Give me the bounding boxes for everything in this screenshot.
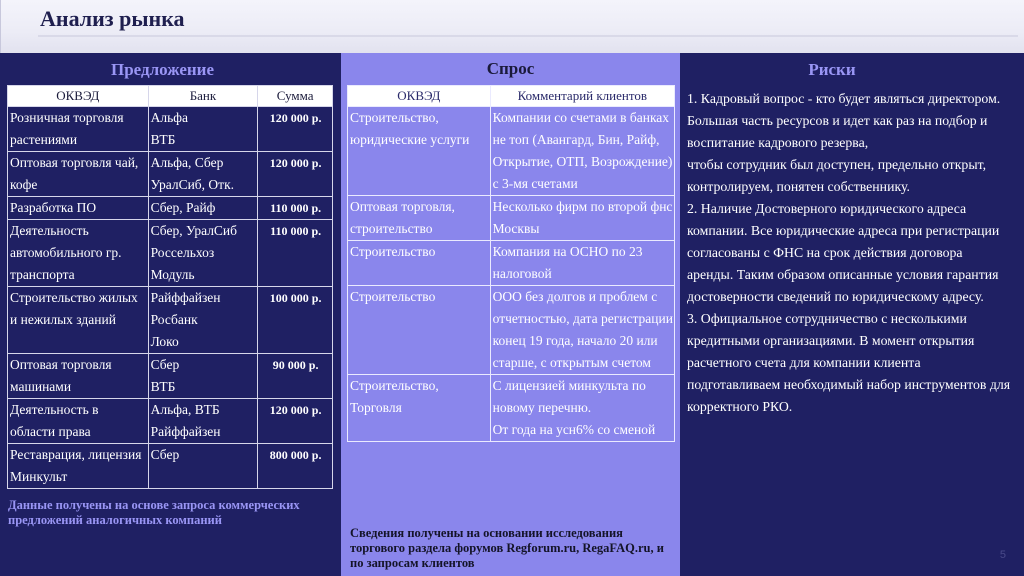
risk-paragraph: чтобы сотрудник был доступен, предельно открыт, контролируем, понятен собственнику. <box>687 157 987 194</box>
demand-comment-cell: Компания на ОСНО по 23 налоговой <box>490 241 674 286</box>
column-header-comment: Комментарий клиентов <box>490 86 674 107</box>
supply-source-note: Данные получены на основе запроса коммерческих предложений аналогичных компаний <box>8 498 300 527</box>
supply-sum-cell: 100 000 р. <box>258 287 333 354</box>
supply-okved-cell: Деятельность в области права <box>8 399 149 444</box>
supply-okved-cell: Оптовая торговля чай, кофе <box>8 152 149 197</box>
supply-okved-cell: Деятельность автомобильного гр. транспорта <box>8 220 149 287</box>
supply-sum-cell: 120 000 р. <box>258 107 333 152</box>
demand-okved-cell: Строительство, Торговля <box>348 375 491 442</box>
supply-bank-cell: Сбер ВТБ <box>148 354 258 399</box>
risk-paragraph: 1. Кадровый вопрос - кто будет являться директором. Большая часть ресурсов и идет как раз на подбор и воспитание кадрового резерва, <box>687 91 1001 150</box>
demand-comment-cell: Несколько фирм по второй фнс Москвы <box>490 196 674 241</box>
demand-okved-cell: Оптовая торговля, строительство <box>348 196 491 241</box>
supply-okved-cell: Оптовая торговля машинами <box>8 354 149 399</box>
supply-sum-cell: 120 000 р. <box>258 399 333 444</box>
table-row <box>348 241 675 286</box>
risk-paragraph: 2. Наличие Достоверного юридического адреса компании. Все юридические адреса при регистрации согласованы с ФНС на срок действия договора аренды. Таким образом описанные условия гарантия достоверности сведений по юридическому адресу. <box>687 201 1000 304</box>
demand-table <box>347 85 675 442</box>
supply-okved-cell: Реставрация, лицензия Минкульт <box>8 444 149 489</box>
supply-bank-cell: Альфа, ВТБ Райффайзен <box>148 399 258 444</box>
column-header-sum: Сумма <box>258 86 333 107</box>
page-number: 5 <box>999 549 1006 561</box>
demand-comment-cell: ООО без долгов и проблем с отчетностью, дата регистрации конец 19 года, начало 20 или старше, с открытым счетом <box>490 286 674 375</box>
table-row <box>348 375 675 442</box>
demand-comment-cell: С лицензией минкульта по новому перечню. От года на усн6% со сменой <box>490 375 674 442</box>
supply-sum-cell: 90 000 р. <box>258 354 333 399</box>
supply-bank-cell: Сбер, УралСиб Россельхоз Модуль <box>148 220 258 287</box>
supply-table-header <box>8 86 333 107</box>
demand-table-header <box>348 86 675 107</box>
risks-heading: Риски <box>808 60 856 79</box>
slide-header <box>0 0 1024 53</box>
supply-bank-cell: Сбер <box>148 444 258 489</box>
risks-text <box>687 88 1012 418</box>
column-header-okved: ОКВЭД <box>8 86 149 107</box>
table-row <box>8 287 333 354</box>
column-header-okved: ОКВЭД <box>348 86 491 107</box>
table-row <box>348 286 675 375</box>
supply-sum-cell: 110 000 р. <box>258 220 333 287</box>
page-title: Анализ рынка <box>40 6 185 31</box>
demand-okved-cell: Строительство <box>348 241 491 286</box>
supply-bank-cell: Сбер, Райф <box>148 197 258 220</box>
supply-sum-cell: 120 000 р. <box>258 152 333 197</box>
table-row <box>8 399 333 444</box>
supply-bank-cell: Альфа, Сбер УралСиб, Отк. <box>148 152 258 197</box>
supply-heading: Предложение <box>111 60 214 79</box>
risks-panel <box>680 53 1024 576</box>
table-row <box>8 444 333 489</box>
supply-table <box>7 85 333 489</box>
table-row <box>8 152 333 197</box>
supply-sum-cell: 800 000 р. <box>258 444 333 489</box>
supply-okved-cell: Розничная торговля растениями <box>8 107 149 152</box>
supply-bank-cell: Райффайзен Росбанк Локо <box>148 287 258 354</box>
table-row <box>8 220 333 287</box>
demand-source-note: Сведения получены на основании исследования торгового раздела форумов Regforum.ru, RegaFAQ.ru, и по запросам клиентов <box>350 526 664 570</box>
table-row <box>8 197 333 220</box>
table-row <box>348 107 675 196</box>
supply-okved-cell: Строительство жилых и нежилых зданий <box>8 287 149 354</box>
risk-paragraph: 3. Официальное сотрудничество с несколькими кредитными организациями. В момент открытия расчетного счета для компании клиента подготавливаем необходимый набор инструментов для корректного РКО. <box>687 311 1011 414</box>
supply-sum-cell: 110 000 р. <box>258 197 333 220</box>
table-row <box>8 354 333 399</box>
demand-okved-cell: Строительство, юридические услуги <box>348 107 491 196</box>
supply-okved-cell: Разработка ПО <box>8 197 149 220</box>
demand-panel <box>341 53 680 576</box>
table-row <box>348 196 675 241</box>
supply-panel <box>0 53 341 576</box>
demand-okved-cell: Строительство <box>348 286 491 375</box>
supply-bank-cell: Альфа ВТБ <box>148 107 258 152</box>
demand-heading: Спрос <box>486 59 535 78</box>
column-header-bank: Банк <box>148 86 258 107</box>
header-divider <box>38 35 1018 37</box>
demand-comment-cell: Компании со счетами в банках не топ (Авангард, Бин, Райф, Открытие, ОТП, Возрождение) с 3-мя счетами <box>490 107 674 196</box>
table-row <box>8 107 333 152</box>
